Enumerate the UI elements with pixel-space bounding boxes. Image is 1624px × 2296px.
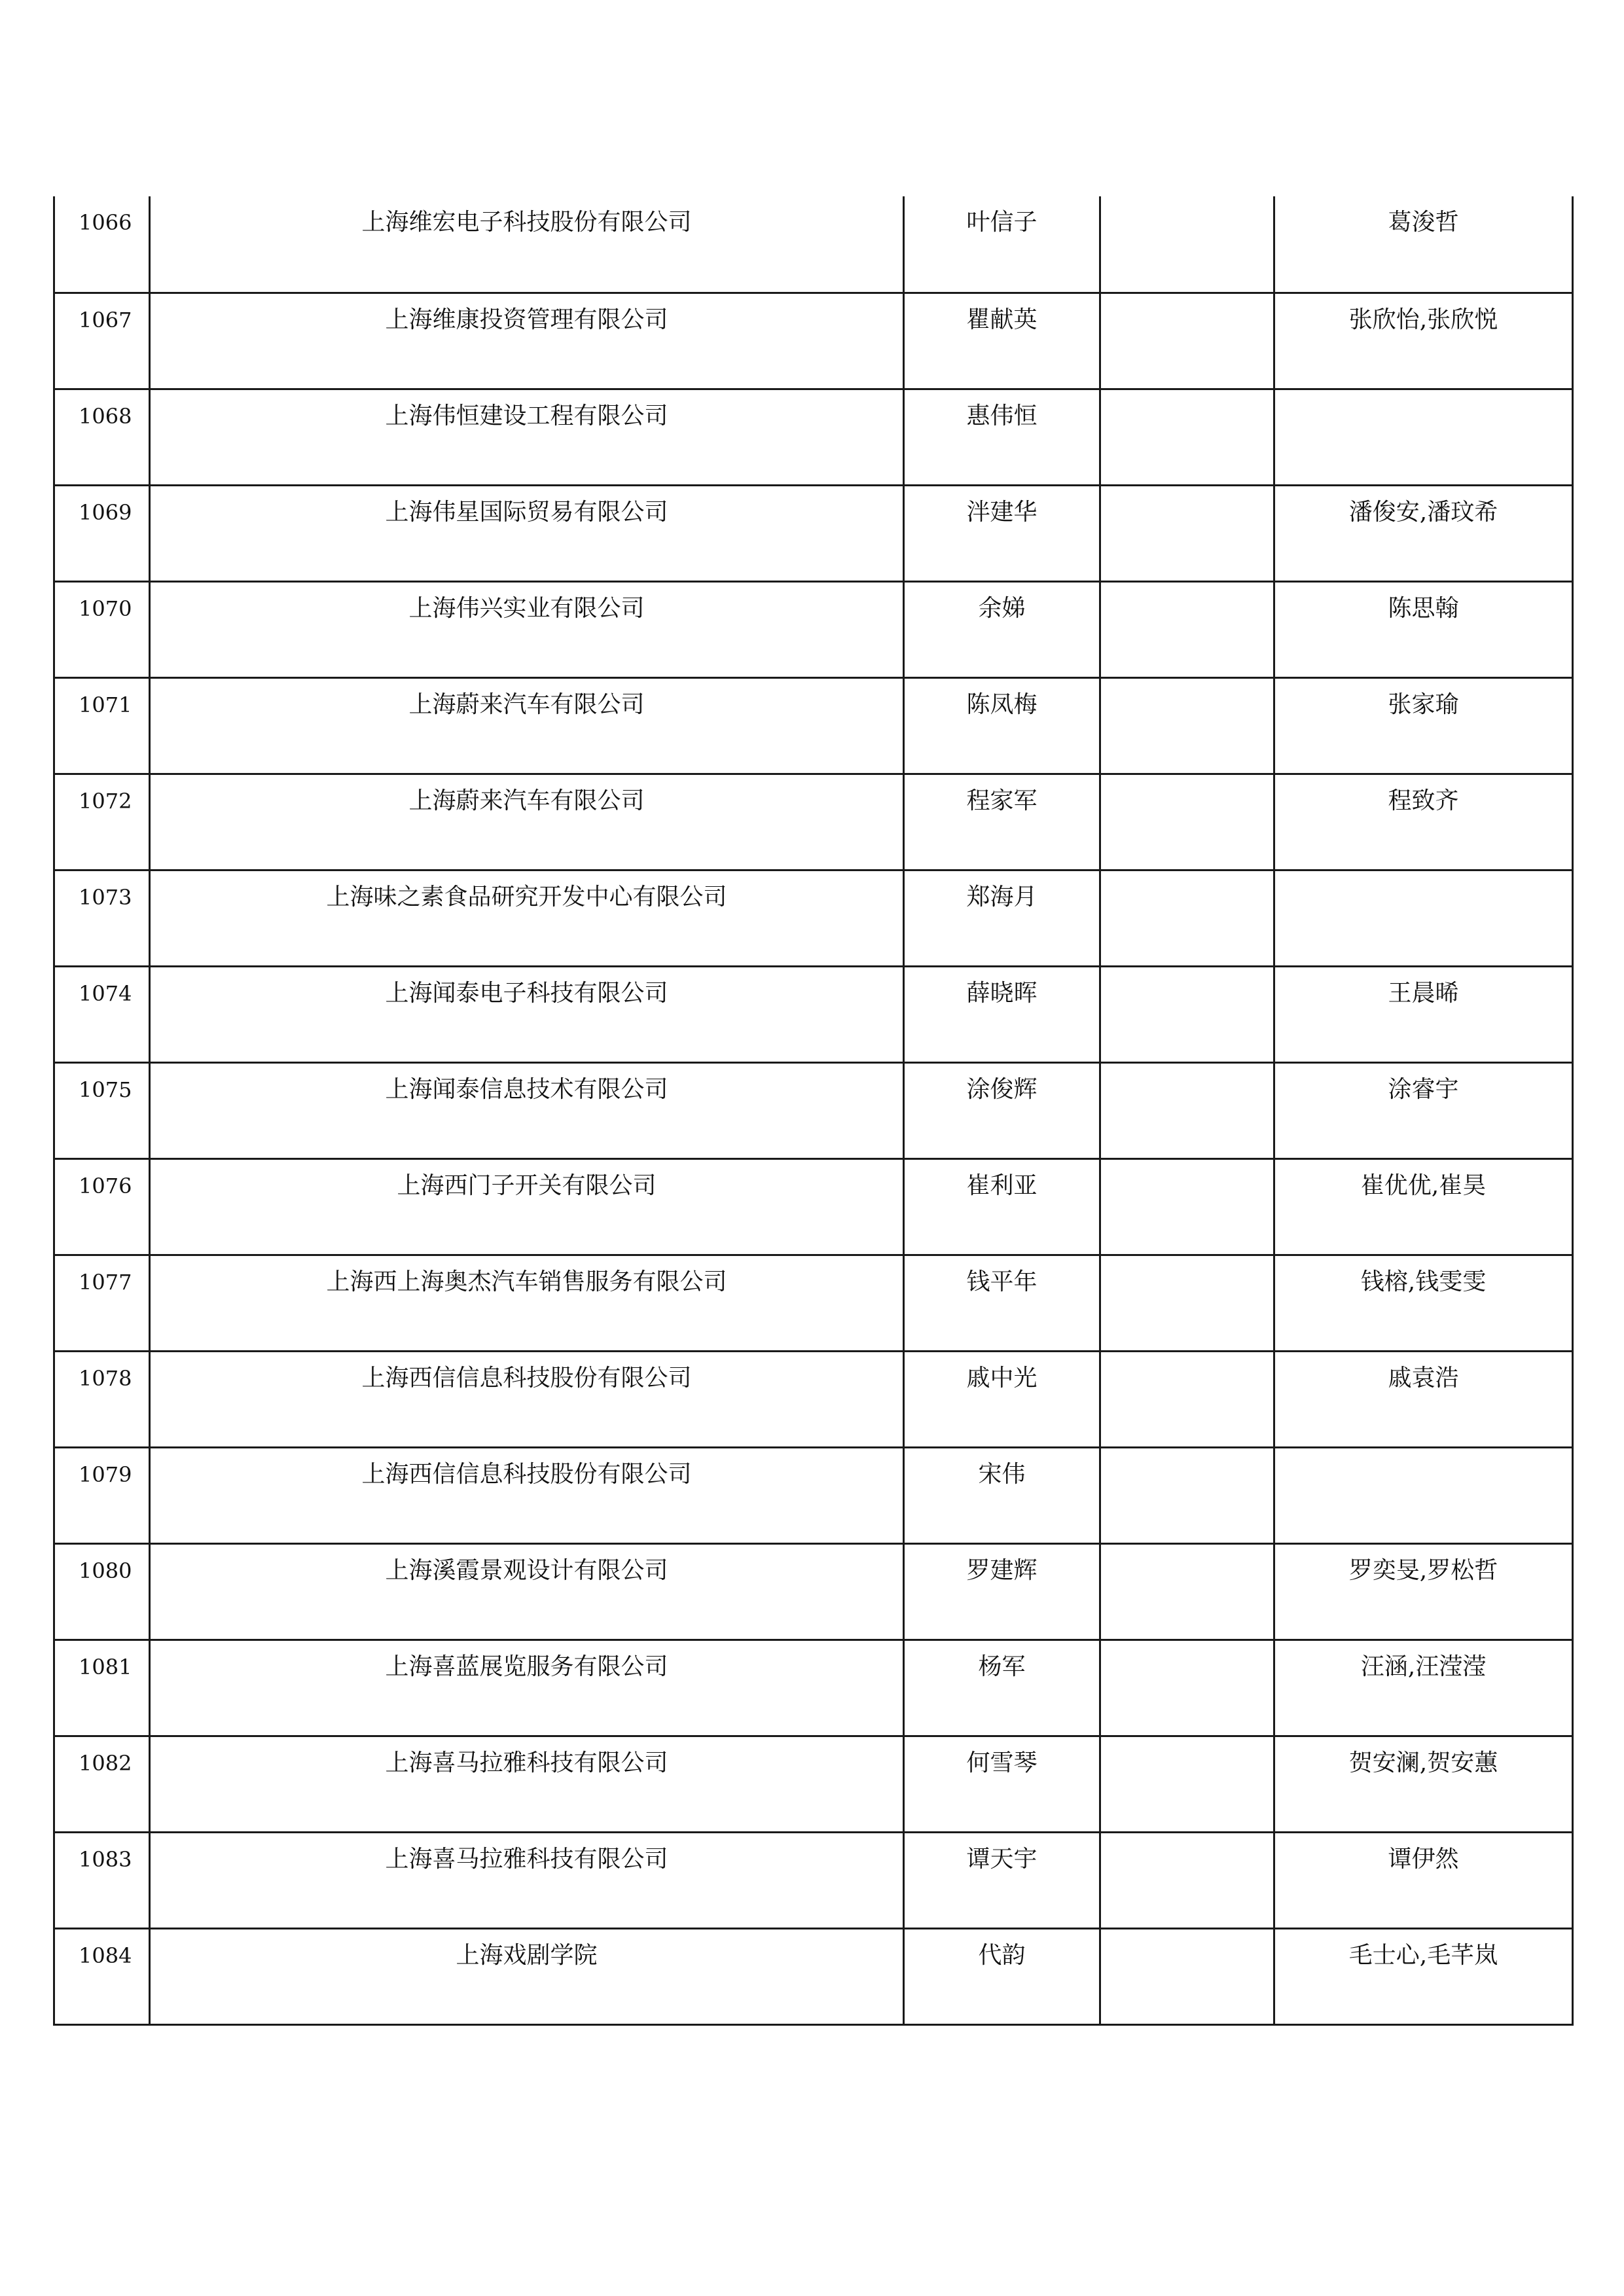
row-number-cell: 1078 — [54, 1351, 150, 1447]
children-names-cell: 葛浚哲 — [1274, 196, 1573, 293]
empty-cell — [1100, 196, 1274, 293]
company-cell: 上海伟兴实业有限公司 — [150, 581, 904, 677]
table-row — [54, 1351, 1573, 1447]
employee-name-cell: 戚中光 — [904, 1351, 1100, 1447]
company-cell: 上海伟星国际贸易有限公司 — [150, 485, 904, 581]
employee-name-cell: 杨军 — [904, 1640, 1100, 1736]
empty-cell — [1100, 1447, 1274, 1543]
employee-name-cell: 何雪琴 — [904, 1736, 1100, 1832]
company-cell: 上海蔚来汽车有限公司 — [150, 774, 904, 870]
row-number-cell: 1076 — [54, 1158, 150, 1255]
children-names-cell: 谭伊然 — [1274, 1832, 1573, 1928]
employee-name-cell: 谭天宇 — [904, 1832, 1100, 1928]
company-cell: 上海伟恒建设工程有限公司 — [150, 389, 904, 485]
employee-name-cell: 叶信子 — [904, 196, 1100, 293]
table-row — [54, 1832, 1573, 1928]
table-row — [54, 389, 1573, 485]
children-names-cell: 汪涵,汪滢滢 — [1274, 1640, 1573, 1736]
employee-name-cell: 崔利亚 — [904, 1158, 1100, 1255]
children-names-cell: 戚袁浩 — [1274, 1351, 1573, 1447]
empty-cell — [1100, 293, 1274, 389]
children-names-cell: 张家瑜 — [1274, 677, 1573, 774]
row-number-cell: 1072 — [54, 774, 150, 870]
company-cell: 上海味之素食品研究开发中心有限公司 — [150, 870, 904, 966]
empty-cell — [1100, 1351, 1274, 1447]
employee-name-cell: 钱平年 — [904, 1255, 1100, 1351]
children-names-cell — [1274, 1447, 1573, 1543]
row-number-cell: 1068 — [54, 389, 150, 485]
row-number-cell: 1074 — [54, 966, 150, 1062]
row-number-cell: 1071 — [54, 677, 150, 774]
children-names-cell — [1274, 870, 1573, 966]
table-row — [54, 293, 1573, 389]
employee-name-cell: 罗建辉 — [904, 1543, 1100, 1640]
company-cell: 上海喜马拉雅科技有限公司 — [150, 1736, 904, 1832]
company-cell: 上海闻泰电子科技有限公司 — [150, 966, 904, 1062]
children-names-cell: 毛士心,毛芊岚 — [1274, 1928, 1573, 2024]
children-names-cell: 王晨晞 — [1274, 966, 1573, 1062]
empty-cell — [1100, 1062, 1274, 1158]
row-number-cell: 1066 — [54, 196, 150, 293]
table-row — [54, 1255, 1573, 1351]
row-number-cell: 1083 — [54, 1832, 150, 1928]
employee-name-cell: 程家军 — [904, 774, 1100, 870]
employee-name-cell: 宋伟 — [904, 1447, 1100, 1543]
employee-name-cell: 余娣 — [904, 581, 1100, 677]
table-row — [54, 485, 1573, 581]
employee-name-cell: 陈凤梅 — [904, 677, 1100, 774]
table-body — [54, 196, 1573, 2024]
table-row — [54, 1447, 1573, 1543]
table-row — [54, 1158, 1573, 1255]
company-cell: 上海蔚来汽车有限公司 — [150, 677, 904, 774]
company-cell: 上海闻泰信息技术有限公司 — [150, 1062, 904, 1158]
employee-name-cell: 代韵 — [904, 1928, 1100, 2024]
empty-cell — [1100, 1832, 1274, 1928]
table-row — [54, 966, 1573, 1062]
table-row — [54, 581, 1573, 677]
row-number-cell: 1084 — [54, 1928, 150, 2024]
table-row — [54, 677, 1573, 774]
empty-cell — [1100, 389, 1274, 485]
row-number-cell: 1080 — [54, 1543, 150, 1640]
row-number-cell: 1067 — [54, 293, 150, 389]
company-cell: 上海维宏电子科技股份有限公司 — [150, 196, 904, 293]
company-cell: 上海溪霞景观设计有限公司 — [150, 1543, 904, 1640]
children-names-cell: 罗奕旻,罗松哲 — [1274, 1543, 1573, 1640]
children-names-cell: 崔优优,崔昊 — [1274, 1158, 1573, 1255]
company-cell: 上海维康投资管理有限公司 — [150, 293, 904, 389]
row-number-cell: 1073 — [54, 870, 150, 966]
row-number-cell: 1082 — [54, 1736, 150, 1832]
company-cell: 上海西信信息科技股份有限公司 — [150, 1447, 904, 1543]
empty-cell — [1100, 1736, 1274, 1832]
children-names-cell: 陈思翰 — [1274, 581, 1573, 677]
company-cell: 上海西门子开关有限公司 — [150, 1158, 904, 1255]
empty-cell — [1100, 485, 1274, 581]
children-names-cell: 程致齐 — [1274, 774, 1573, 870]
empty-cell — [1100, 966, 1274, 1062]
company-cell: 上海戏剧学院 — [150, 1928, 904, 2024]
empty-cell — [1100, 1255, 1274, 1351]
employee-name-cell: 泮建华 — [904, 485, 1100, 581]
row-number-cell: 1075 — [54, 1062, 150, 1158]
employee-name-cell: 涂俊辉 — [904, 1062, 1100, 1158]
empty-cell — [1100, 774, 1274, 870]
table-row — [54, 1062, 1573, 1158]
children-names-cell — [1274, 389, 1573, 485]
row-number-cell: 1081 — [54, 1640, 150, 1736]
table-row — [54, 1736, 1573, 1832]
row-number-cell: 1079 — [54, 1447, 150, 1543]
children-names-cell: 涂睿宇 — [1274, 1062, 1573, 1158]
table-row — [54, 1640, 1573, 1736]
row-number-cell: 1069 — [54, 485, 150, 581]
employee-name-cell: 瞿献英 — [904, 293, 1100, 389]
table-row — [54, 1543, 1573, 1640]
company-cell: 上海喜蓝展览服务有限公司 — [150, 1640, 904, 1736]
children-names-cell: 贺安澜,贺安蕙 — [1274, 1736, 1573, 1832]
table-row — [54, 774, 1573, 870]
row-number-cell: 1070 — [54, 581, 150, 677]
employee-name-cell: 薛晓晖 — [904, 966, 1100, 1062]
empty-cell — [1100, 870, 1274, 966]
empty-cell — [1100, 1928, 1274, 2024]
table-row — [54, 870, 1573, 966]
empty-cell — [1100, 581, 1274, 677]
empty-cell — [1100, 1640, 1274, 1736]
employee-name-cell: 郑海月 — [904, 870, 1100, 966]
company-cell: 上海喜马拉雅科技有限公司 — [150, 1832, 904, 1928]
empty-cell — [1100, 1158, 1274, 1255]
table-row — [54, 1928, 1573, 2024]
row-number-cell: 1077 — [54, 1255, 150, 1351]
children-names-cell: 钱榕,钱雯雯 — [1274, 1255, 1573, 1351]
company-cell: 上海西信信息科技股份有限公司 — [150, 1351, 904, 1447]
company-cell: 上海西上海奥杰汽车销售服务有限公司 — [150, 1255, 904, 1351]
table-row — [54, 196, 1573, 293]
roster-table — [53, 196, 1574, 2026]
empty-cell — [1100, 677, 1274, 774]
employee-name-cell: 惠伟恒 — [904, 389, 1100, 485]
children-names-cell: 张欣怡,张欣悦 — [1274, 293, 1573, 389]
children-names-cell: 潘俊安,潘玟希 — [1274, 485, 1573, 581]
empty-cell — [1100, 1543, 1274, 1640]
